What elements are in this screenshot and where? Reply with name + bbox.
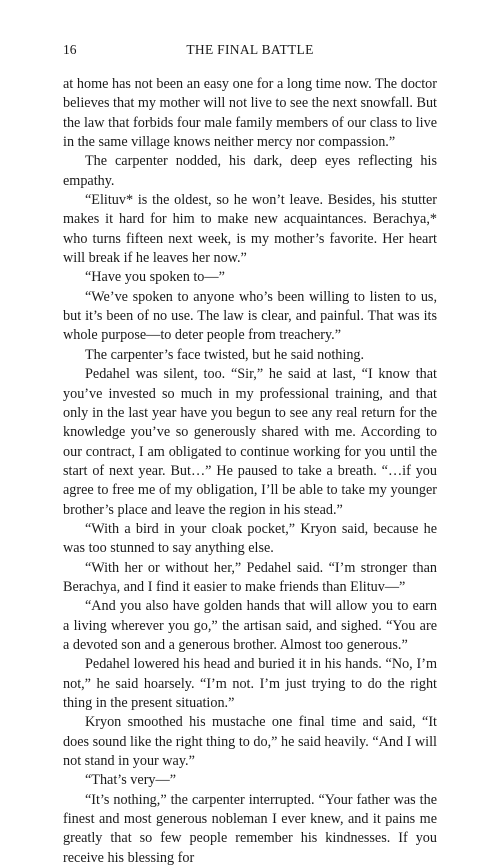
- paragraph: The carpenter’s face twisted, but he said nothing.: [85, 346, 365, 363]
- page-header: [63, 40, 437, 60]
- body-text: [63, 75, 437, 868]
- paragraph: “Have you spoken to—”: [85, 269, 225, 286]
- paragraph: “Elituv* is the oldest, so he won’t leave. Besides, his stutter makes it hard for him to make new acquaintances. Berachya,* who turns fifteen next week, is my mother’s favorite. Her heart will break if he leaves her now.”: [63, 192, 437, 267]
- paragraph: “We’ve spoken to anyone who’s been willing to listen to us, but it’s been of no use. The law is clear, and painful. That was its whole purpose—to deter people from treachery.”: [63, 288, 437, 344]
- paragraph: The carpenter nodded, his dark, deep eyes reflecting his empathy.: [63, 153, 437, 189]
- paragraph: “And you also have golden hands that will allow you to earn a living wherever you go,” the artisan said, and sighed. “You are a devoted son and a generous brother. Almost too generous.”: [63, 598, 437, 653]
- paragraph: “With a bird in your cloak pocket,” Kryon said, because he was too stunned to say anything else.: [63, 520, 437, 557]
- running-head: THE FINAL BATTLE: [186, 42, 314, 57]
- paragraph: at home has not been an easy one for a long time now. The doctor believes that my mother will not live to see the next snowfall. But the law that forbids four male family members of our class to live in the same village knows neither mercy nor compassion.”: [63, 76, 437, 151]
- paragraph: Kryon smoothed his mustache one final time and said, “It does sound like the right thing to do,” he said heavily. “And I will not stand in your way.”: [63, 714, 437, 770]
- paragraph: “That’s very—”: [85, 772, 176, 789]
- paragraph: “It’s nothing,” the carpenter interrupted. “Your father was the finest and most generous nobleman I ever knew, and it pains me greatly that so few people remember his kindnesses. If you receive his blessing for: [63, 791, 437, 866]
- paragraph: “With her or without her,” Pedahel said. “I’m stronger than Berachya, and I find it easier to make friends than Elituv—”: [63, 559, 437, 595]
- page-number: 16: [63, 42, 77, 57]
- paragraph: Pedahel was silent, too. “Sir,” he said at last, “I know that you’ve invested so much in my professional training, and that only in the last year have you begun to see any real return for the knowledge you’ve so generously shared with me. According to our contract, I am obligated to continue working for you until the start of next year. But…” He paused to take a breath. “…if you agree to free me of my obligation, I’ll be able to take my younger brother’s place and leave the region in his stead.”: [63, 366, 437, 518]
- paragraph: Pedahel lowered his head and buried it in his hands. “No, I’m not,” he said hoarsely. “I’m not. I’m just trying to do the right thing in the present situation.”: [63, 656, 437, 711]
